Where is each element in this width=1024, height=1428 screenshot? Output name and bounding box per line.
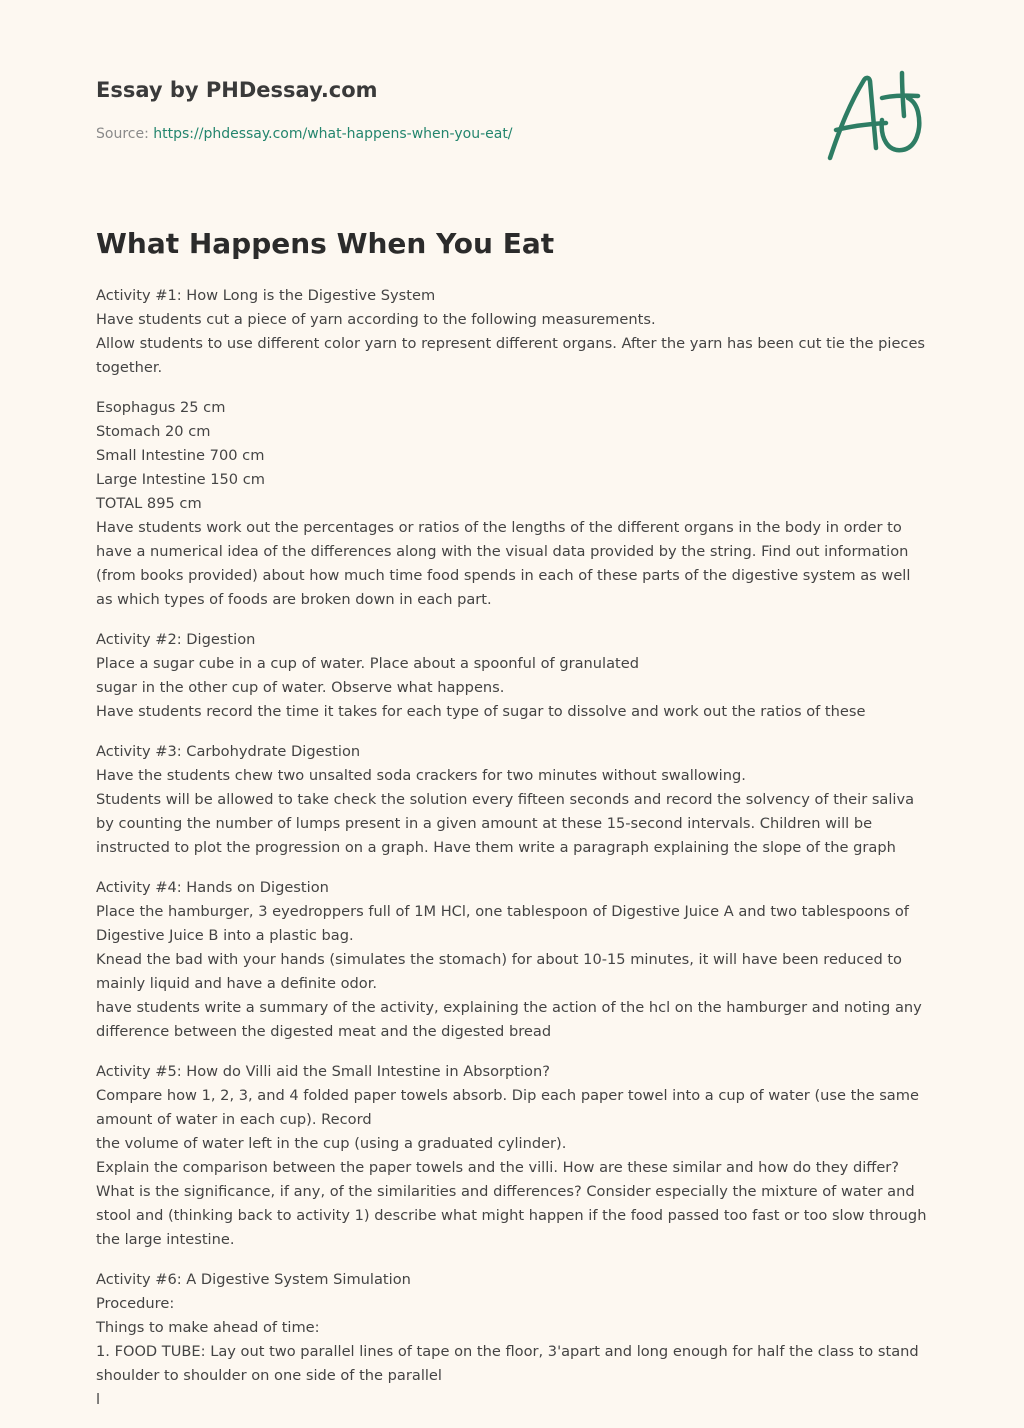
paragraph-line: Have students record the time it takes for each type of sugar to dissolve and work out the ratios of these [96, 703, 866, 720]
source-label: Source: [96, 126, 154, 142]
paragraph-line: Place the hamburger, 3 eyedroppers full of 1M HCl, one tablespoon of Digestive Juice A and two tablespoons of Digestive Juice B into a plastic bag. [96, 903, 909, 944]
paragraph-line: Activity #5: How do Villi aid the Small Intestine in Absorption? [96, 1063, 550, 1080]
paragraph-line: Explain the comparison between the paper towels and the villi. How are these similar and how do they differ? What is the significance, if any, of the similarities and differences? Consider especially the mixture of water and stool and (thinking back to activity 1) describe what might happen if the food passed too fast or too slow through the large intestine. [96, 1159, 927, 1248]
paragraph-line: have students write a summary of the activity, explaining the action of the hcl on the hamburger and noting any difference between the digested meat and the digested bread [96, 999, 922, 1040]
a-plus-logo-icon [822, 68, 926, 164]
paragraph-line: 1. FOOD TUBE: Lay out two parallel lines of tape on the floor, 3'apart and long enough for half the class to stand shoulder to shoulder on one side of the parallel [96, 1343, 919, 1384]
paragraph-line: Activity #3: Carbohydrate Digestion [96, 743, 361, 760]
article-paragraph [96, 396, 928, 612]
essay-header [96, 76, 796, 144]
paragraph-line: the volume of water left in the cup (using a graduated cylinder). [96, 1135, 567, 1152]
paragraph-line: Knead the bad with your hands (simulates the stomach) for about 10-15 minutes, it will have been reduced to mainly liquid and have a definite odor. [96, 951, 902, 992]
paragraph-line: Esophagus 25 cm [96, 399, 226, 416]
paragraph-line: Activity #2: Digestion [96, 631, 256, 648]
paragraph-line: Things to make ahead of time: [96, 1319, 320, 1336]
article-paragraph [96, 876, 928, 1044]
paragraph-line: l [96, 1391, 101, 1408]
paragraph-line: Activity #4: Hands on Digestion [96, 879, 329, 896]
article-title: What Happens When You Eat [96, 227, 555, 260]
paragraph-line: Activity #6: A Digestive System Simulation [96, 1271, 411, 1288]
paragraph-line: Allow students to use different color yarn to represent different organs. After the yarn has been cut tie the pieces together. [96, 335, 926, 376]
paragraph-line: Activity #1: How Long is the Digestive System [96, 287, 436, 304]
paragraph-line: Compare how 1, 2, 3, and 4 folded paper towels absorb. Dip each paper towel into a cup of water (use the same amount of water in each cup). Record [96, 1087, 919, 1128]
paragraph-line: sugar in the other cup of water. Observe what happens. [96, 679, 505, 696]
paragraph-line: Small Intestine 700 cm [96, 447, 265, 464]
source-line [96, 124, 796, 144]
paragraph-line: TOTAL 895 cm [96, 495, 202, 512]
article-paragraph [96, 1268, 928, 1412]
article-paragraph [96, 740, 928, 860]
paragraph-line: Large Intestine 150 cm [96, 471, 265, 488]
paragraph-line: Place a sugar cube in a cup of water. Place about a spoonful of granulated [96, 655, 639, 672]
article-paragraph [96, 628, 928, 724]
paragraph-line: Procedure: [96, 1295, 175, 1312]
paragraph-line: Have students work out the percentages or ratios of the lengths of the different organs in the body in order to have a numerical idea of the differences along with the visual data provided by the string. Find out information (from books provided) about how much time food spends in each of these parts of the digestive system as well as which types of foods are broken down in each part. [96, 519, 911, 608]
paragraph-line: Stomach 20 cm [96, 423, 211, 440]
source-link[interactable]: https://phdessay.com/what-happens-when-you-eat/ [153, 126, 513, 142]
article-paragraph [96, 1060, 928, 1252]
article-body [96, 284, 928, 1428]
paragraph-line: Have students cut a piece of yarn according to the following measurements. [96, 311, 656, 328]
article-paragraph [96, 284, 928, 380]
paragraph-line: Have the students chew two unsalted soda crackers for two minutes without swallowing. [96, 767, 746, 784]
site-title: Essay by PHDessay.com [96, 78, 378, 102]
paragraph-line: Students will be allowed to take check the solution every fifteen seconds and record the solvency of their saliva by counting the number of lumps present in a given amount at these 15-second intervals. Children will be instructed to plot the progression on a graph. Have them write a paragraph explaining the slope of the graph [96, 791, 915, 856]
